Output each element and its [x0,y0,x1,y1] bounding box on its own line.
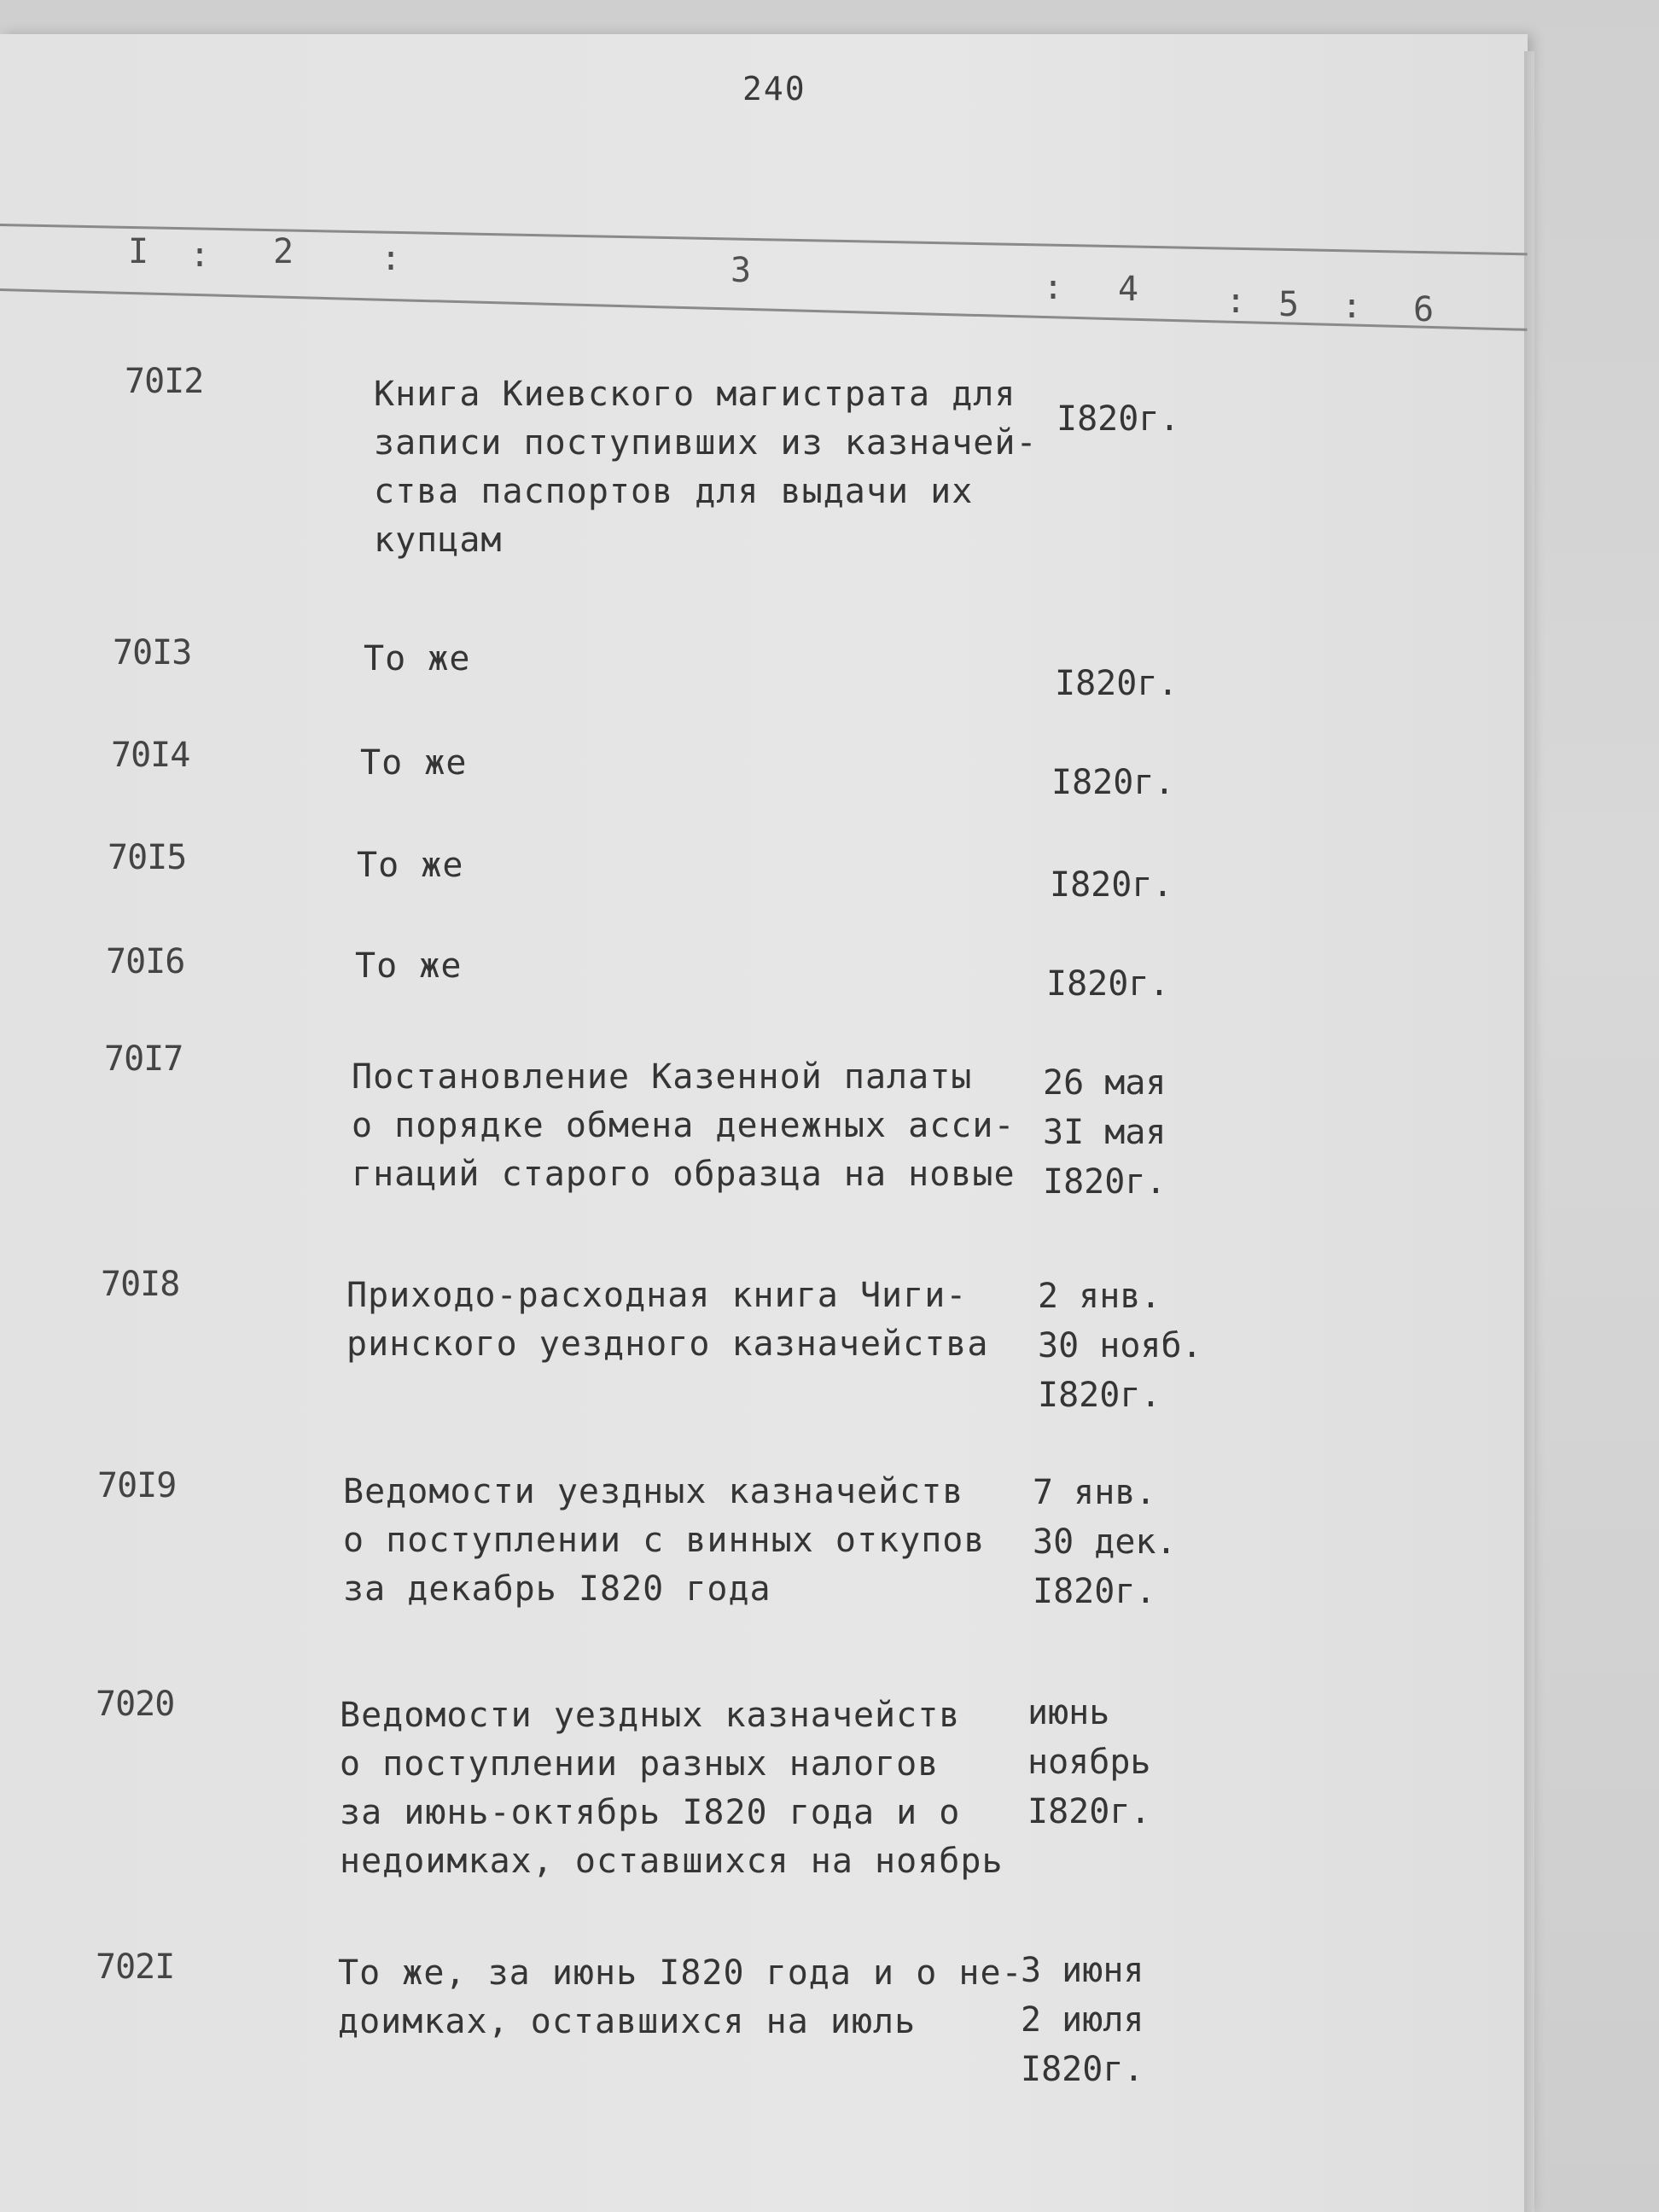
entry-number: 70I8 [101,1265,180,1304]
entry-description-line: недоимках, оставшихся на ноябрь [340,1842,1004,1881]
page-edge [1524,51,1534,2212]
column-header-1: I [128,232,149,271]
entry-description-line: о поступлении разных налогов [340,1744,940,1784]
entry-description [374,370,1038,565]
entry-date-line: 3I мая [1043,1113,1167,1152]
entry-date-line: 2 июля [1021,2000,1144,2040]
entry-description-line: То же [360,743,468,783]
entry-date [1057,394,1180,444]
entry-date [1038,1272,1202,1420]
entry-date [1046,959,1170,1009]
entry-date-line: I820г. [1033,1572,1156,1611]
entry-date-line: I820г. [1050,865,1173,905]
entry-description-line: купцам [374,521,503,560]
entry-date [1033,1468,1177,1616]
entry-date-line: I820г. [1043,1162,1167,1202]
entry-description-line: доимках, оставшихся на июль [338,2002,917,2041]
entry-date-line: I820г. [1055,664,1179,703]
entry-number: 702I [96,1947,175,1987]
entry-date [1050,860,1173,910]
entry-description [357,841,463,890]
column-separator: : [381,239,402,278]
entry-description-line: Ведомости уездных казначейств [343,1472,964,1511]
entry-date [1021,1946,1144,2094]
entry-date-line: июнь [1027,1693,1110,1732]
entry-description-line: гнаций старого образца на новые [352,1155,1016,1194]
entry-number: 70I7 [104,1039,183,1079]
entry-description [352,1053,1016,1199]
column-header-3: 3 [731,251,752,290]
entry-description [343,1468,985,1614]
entry-date-line: 3 июня [1021,1951,1144,1990]
entry-number: 7020 [96,1685,175,1724]
entry-number: 70I3 [113,633,192,672]
entry-number: 70I4 [111,736,190,775]
entry-description-line: за декабрь I820 года [343,1569,771,1609]
entry-description-line: ринского уездного казначейства [346,1324,989,1364]
entry-description-line: о поступлении с винных откупов [343,1521,986,1560]
entry-date-line: 26 мая [1043,1063,1167,1103]
entry-description-line: Ведомости уездных казначейств [340,1696,961,1735]
entry-date [1055,659,1179,708]
column-separator: : [1342,287,1363,326]
page-number: 240 [742,70,806,108]
entry-description [355,942,462,991]
column-header-6: 6 [1413,290,1435,329]
entry-description [364,635,470,684]
entry-date [1051,758,1175,807]
entry-date [1043,1058,1167,1207]
entry-date [1027,1688,1151,1837]
entry-date-line: 30 дек. [1033,1522,1177,1562]
entry-description [338,1949,1023,2046]
entry-description-line: То же, за июнь I820 года и о не- [338,1953,1023,1993]
entry-description [360,739,467,788]
entry-date-line: 2 янв. [1038,1277,1161,1316]
entry-description [340,1691,1004,1886]
entry-date-line: I820г. [1027,1792,1151,1831]
entry-date-line: I820г. [1051,763,1175,802]
column-separator: : [189,236,211,275]
entry-date-line: I820г. [1057,399,1180,439]
entry-description-line: Постановление Казенной палаты [352,1057,973,1097]
column-separator: : [1043,268,1064,307]
entry-date-line: I820г. [1038,1376,1161,1415]
entry-number: 70I2 [125,362,204,401]
entry-description-line: о порядке обмена денежных асси- [352,1106,1016,1145]
entry-description-line: ства паспортов для выдачи их [374,472,974,511]
entry-date-line: I820г. [1021,2050,1144,2089]
entry-number: 70I9 [97,1466,177,1505]
entry-description-line: записи поступивших из казначей- [374,423,1038,463]
entry-description [346,1272,988,1369]
column-header-2: 2 [273,232,294,271]
entry-date-line: ноябрь [1027,1743,1151,1782]
entry-description-line: То же [355,946,463,986]
entry-description-line: за июнь-октябрь I820 года и о [340,1793,961,1832]
column-header-4: 4 [1118,270,1139,309]
entry-description-line: То же [364,639,471,678]
entry-description-line: То же [357,846,464,885]
entry-number: 70I6 [106,942,185,981]
entry-date-line: 30 нояб. [1038,1326,1202,1365]
column-separator: : [1225,282,1247,321]
column-header-5: 5 [1278,285,1300,324]
entry-date-line: 7 янв. [1033,1473,1156,1512]
entry-date-line: I820г. [1046,964,1170,1004]
entry-description-line: Книга Киевского магистрата для [374,375,1016,414]
entry-description-line: Приходо-расходная книга Чиги- [346,1276,968,1315]
entry-number: 70I5 [108,838,187,877]
